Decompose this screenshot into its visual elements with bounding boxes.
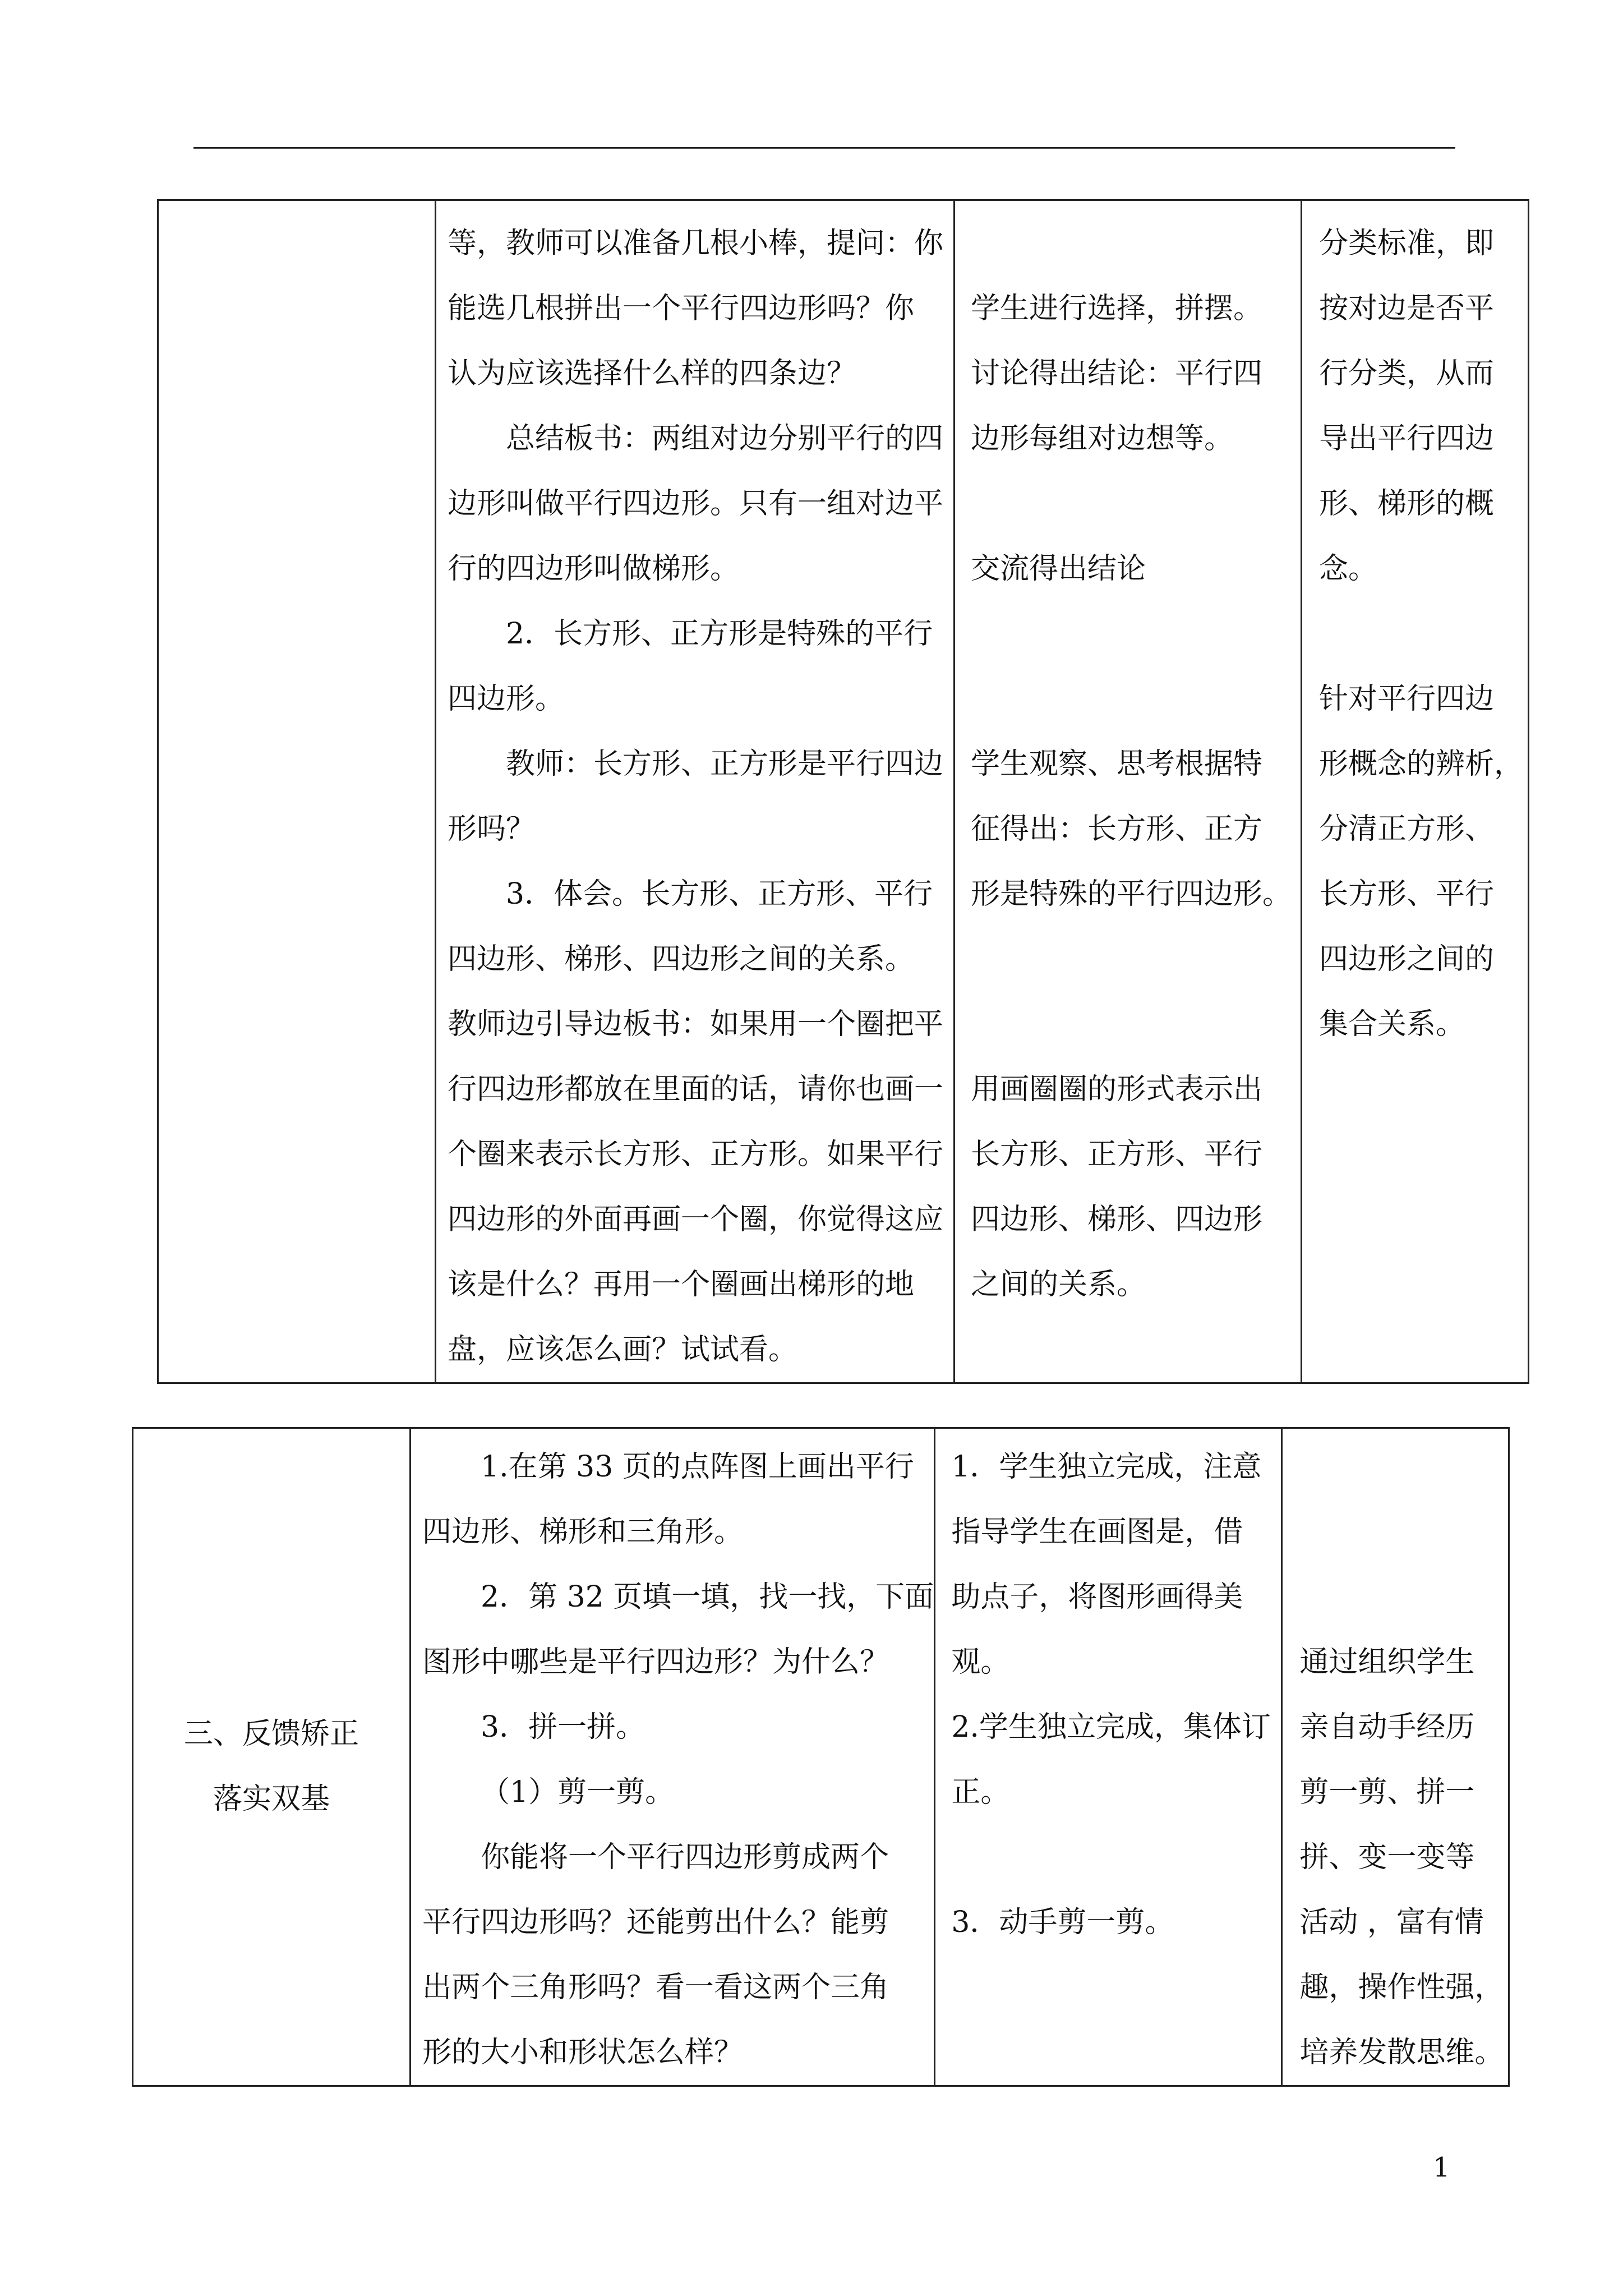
- student-activity-cell: [955, 200, 1302, 1383]
- teacher-line: 1.在第 33 页的点阵图上画出平行: [481, 1450, 914, 1484]
- intent-line: 分清正方形、: [1319, 812, 1495, 846]
- teacher-line: 该是什么？再用一个圈画出梯形的地: [448, 1268, 915, 1301]
- intent-line: 通过组织学生: [1299, 1645, 1475, 1679]
- spacer: [971, 927, 1301, 992]
- spacer: [971, 471, 1301, 536]
- student-line: 之间的关系。: [971, 1268, 1146, 1301]
- intent-line: 亲自动手经历: [1299, 1710, 1475, 1744]
- intent-line: 拼、变一变等: [1299, 1841, 1475, 1874]
- student-line: 长方形、正方形、平行: [971, 1138, 1263, 1171]
- intent-line: 行分类，从而: [1319, 357, 1495, 390]
- teacher-line: 行的四边形叫做梯形。: [448, 552, 740, 586]
- intent-line: 形概念的辨析，: [1319, 747, 1524, 781]
- teacher-line: 教师：长方形、正方形是平行四边: [506, 747, 944, 781]
- student-line: 用画圈圈的形式表示出: [971, 1073, 1263, 1106]
- intent-line: 按对边是否平: [1319, 292, 1495, 325]
- page-number: 1: [1433, 2152, 1450, 2183]
- intent-line: 培养发散思维。: [1299, 2036, 1504, 2069]
- intent-line: 念。: [1319, 552, 1378, 586]
- teacher-line: 图形中哪些是平行四边形？为什么？: [422, 1645, 889, 1679]
- stage-title-line: 落实双基: [213, 1782, 330, 1816]
- teacher-line: 四边形、梯形和三角形。: [422, 1515, 744, 1549]
- stage-title: [133, 1429, 409, 1832]
- intent-line: 针对平行四边: [1319, 682, 1495, 716]
- spacer: [1299, 1565, 1508, 1630]
- teacher-line: 认为应该选择什么样的四条边？: [448, 357, 856, 390]
- teacher-line: 你能将一个平行四边形剪成两个: [481, 1841, 889, 1874]
- intent-line: 活动 ，富有情: [1299, 1906, 1484, 1939]
- intent-line: 分类标准，即: [1319, 227, 1495, 260]
- student-line: 指导学生在画图是，借: [951, 1515, 1243, 1549]
- student-line: 学生观察、思考根据特: [971, 747, 1263, 781]
- lesson-table-feedback: [132, 1427, 1510, 2087]
- teacher-line: 教师边引导边板书：如果用一个圈把平: [448, 1007, 944, 1041]
- teacher-activity-cell: [411, 1428, 935, 2086]
- student-line: 讨论得出结论：平行四: [971, 357, 1263, 390]
- spacer: [971, 992, 1301, 1057]
- student-line: 2.学生独立完成，集体订: [951, 1710, 1271, 1744]
- teacher-line: 形吗？: [448, 812, 536, 846]
- intent-line: 趣，操作性强，: [1299, 1971, 1504, 2004]
- teacher-line: 四边形、梯形、四边形之间的关系。: [448, 942, 915, 976]
- spacer: [951, 1825, 1281, 1890]
- spacer: [1299, 1434, 1508, 1499]
- header-rule: [193, 147, 1455, 149]
- teacher-line: 四边形的外面再画一个圈，你觉得这应: [448, 1203, 944, 1236]
- teacher-line: 2．第 32 页填一填，找一找，下面: [481, 1580, 934, 1614]
- student-line: 四边形、梯形、四边形: [971, 1203, 1263, 1236]
- design-intent-cell: [1282, 1428, 1509, 2086]
- teacher-line: 总结板书：两组对边分别平行的四: [506, 422, 944, 455]
- spacer: [971, 601, 1301, 666]
- teacher-line: 等，教师可以准备几根小棒，提问：你: [448, 227, 944, 260]
- stage-cell-empty: [158, 200, 436, 1383]
- stage-title-line: 三、反馈矫正: [183, 1717, 359, 1751]
- spacer: [1319, 601, 1528, 666]
- student-line: 3．动手剪一剪。: [951, 1906, 1174, 1939]
- student-line: 征得出：长方形、正方: [971, 812, 1263, 846]
- student-line: 1．学生独立完成，注意: [951, 1450, 1262, 1484]
- teacher-line: 2．长方形、正方形是特殊的平行: [506, 617, 933, 651]
- teacher-activity-cell: [436, 200, 955, 1383]
- intent-line: 形、梯形的概: [1319, 487, 1495, 521]
- stage-cell: [133, 1428, 411, 2086]
- lesson-table-continued: [157, 199, 1529, 1384]
- table-row: [158, 200, 1529, 1383]
- student-activity-cell: [935, 1428, 1282, 2086]
- teacher-line: 形的大小和形状怎么样？: [422, 2036, 744, 2069]
- table-row: [133, 1428, 1509, 2086]
- spacer: [971, 666, 1301, 731]
- student-line: 助点子，将图形画得美: [951, 1580, 1243, 1614]
- spacer: [1299, 1499, 1508, 1565]
- intent-line: 四边形之间的: [1319, 942, 1495, 976]
- intent-line: 导出平行四边: [1319, 422, 1495, 455]
- teacher-line: 3．拼一拼。: [481, 1710, 645, 1744]
- teacher-line: 平行四边形吗？还能剪出什么？能剪: [422, 1906, 889, 1939]
- design-intent-cell: [1302, 200, 1529, 1383]
- student-line: 观。: [951, 1645, 1010, 1679]
- teacher-line: 盘，应该怎么画？试试看。: [448, 1333, 798, 1366]
- spacer: [971, 211, 1301, 276]
- student-line: 交流得出结论: [971, 552, 1146, 586]
- teacher-line: 行四边形都放在里面的话，请你也画一: [448, 1073, 944, 1106]
- teacher-line: 个圈来表示长方形、正方形。如果平行: [448, 1138, 944, 1171]
- student-line: 边形每组对边想等。: [971, 422, 1234, 455]
- teacher-line: 四边形。: [448, 682, 565, 716]
- teacher-line: （1）剪一剪。: [481, 1775, 675, 1809]
- student-line: 学生进行选择，拼摆。: [971, 292, 1263, 325]
- teacher-line: 出两个三角形吗？看一看这两个三角: [422, 1971, 889, 2004]
- intent-line: 集合关系。: [1319, 1007, 1465, 1041]
- intent-line: 剪一剪、拼一: [1299, 1775, 1475, 1809]
- teacher-line: 3．体会。长方形、正方形、平行: [506, 877, 933, 911]
- intent-line: 长方形、平行: [1319, 877, 1495, 911]
- student-line: 形是特殊的平行四边形。: [971, 877, 1292, 911]
- student-line: 正。: [951, 1775, 1010, 1809]
- teacher-line: 边形叫做平行四边形。只有一组对边平: [448, 487, 944, 521]
- teacher-line: 能选几根拼出一个平行四边形吗？你: [448, 292, 915, 325]
